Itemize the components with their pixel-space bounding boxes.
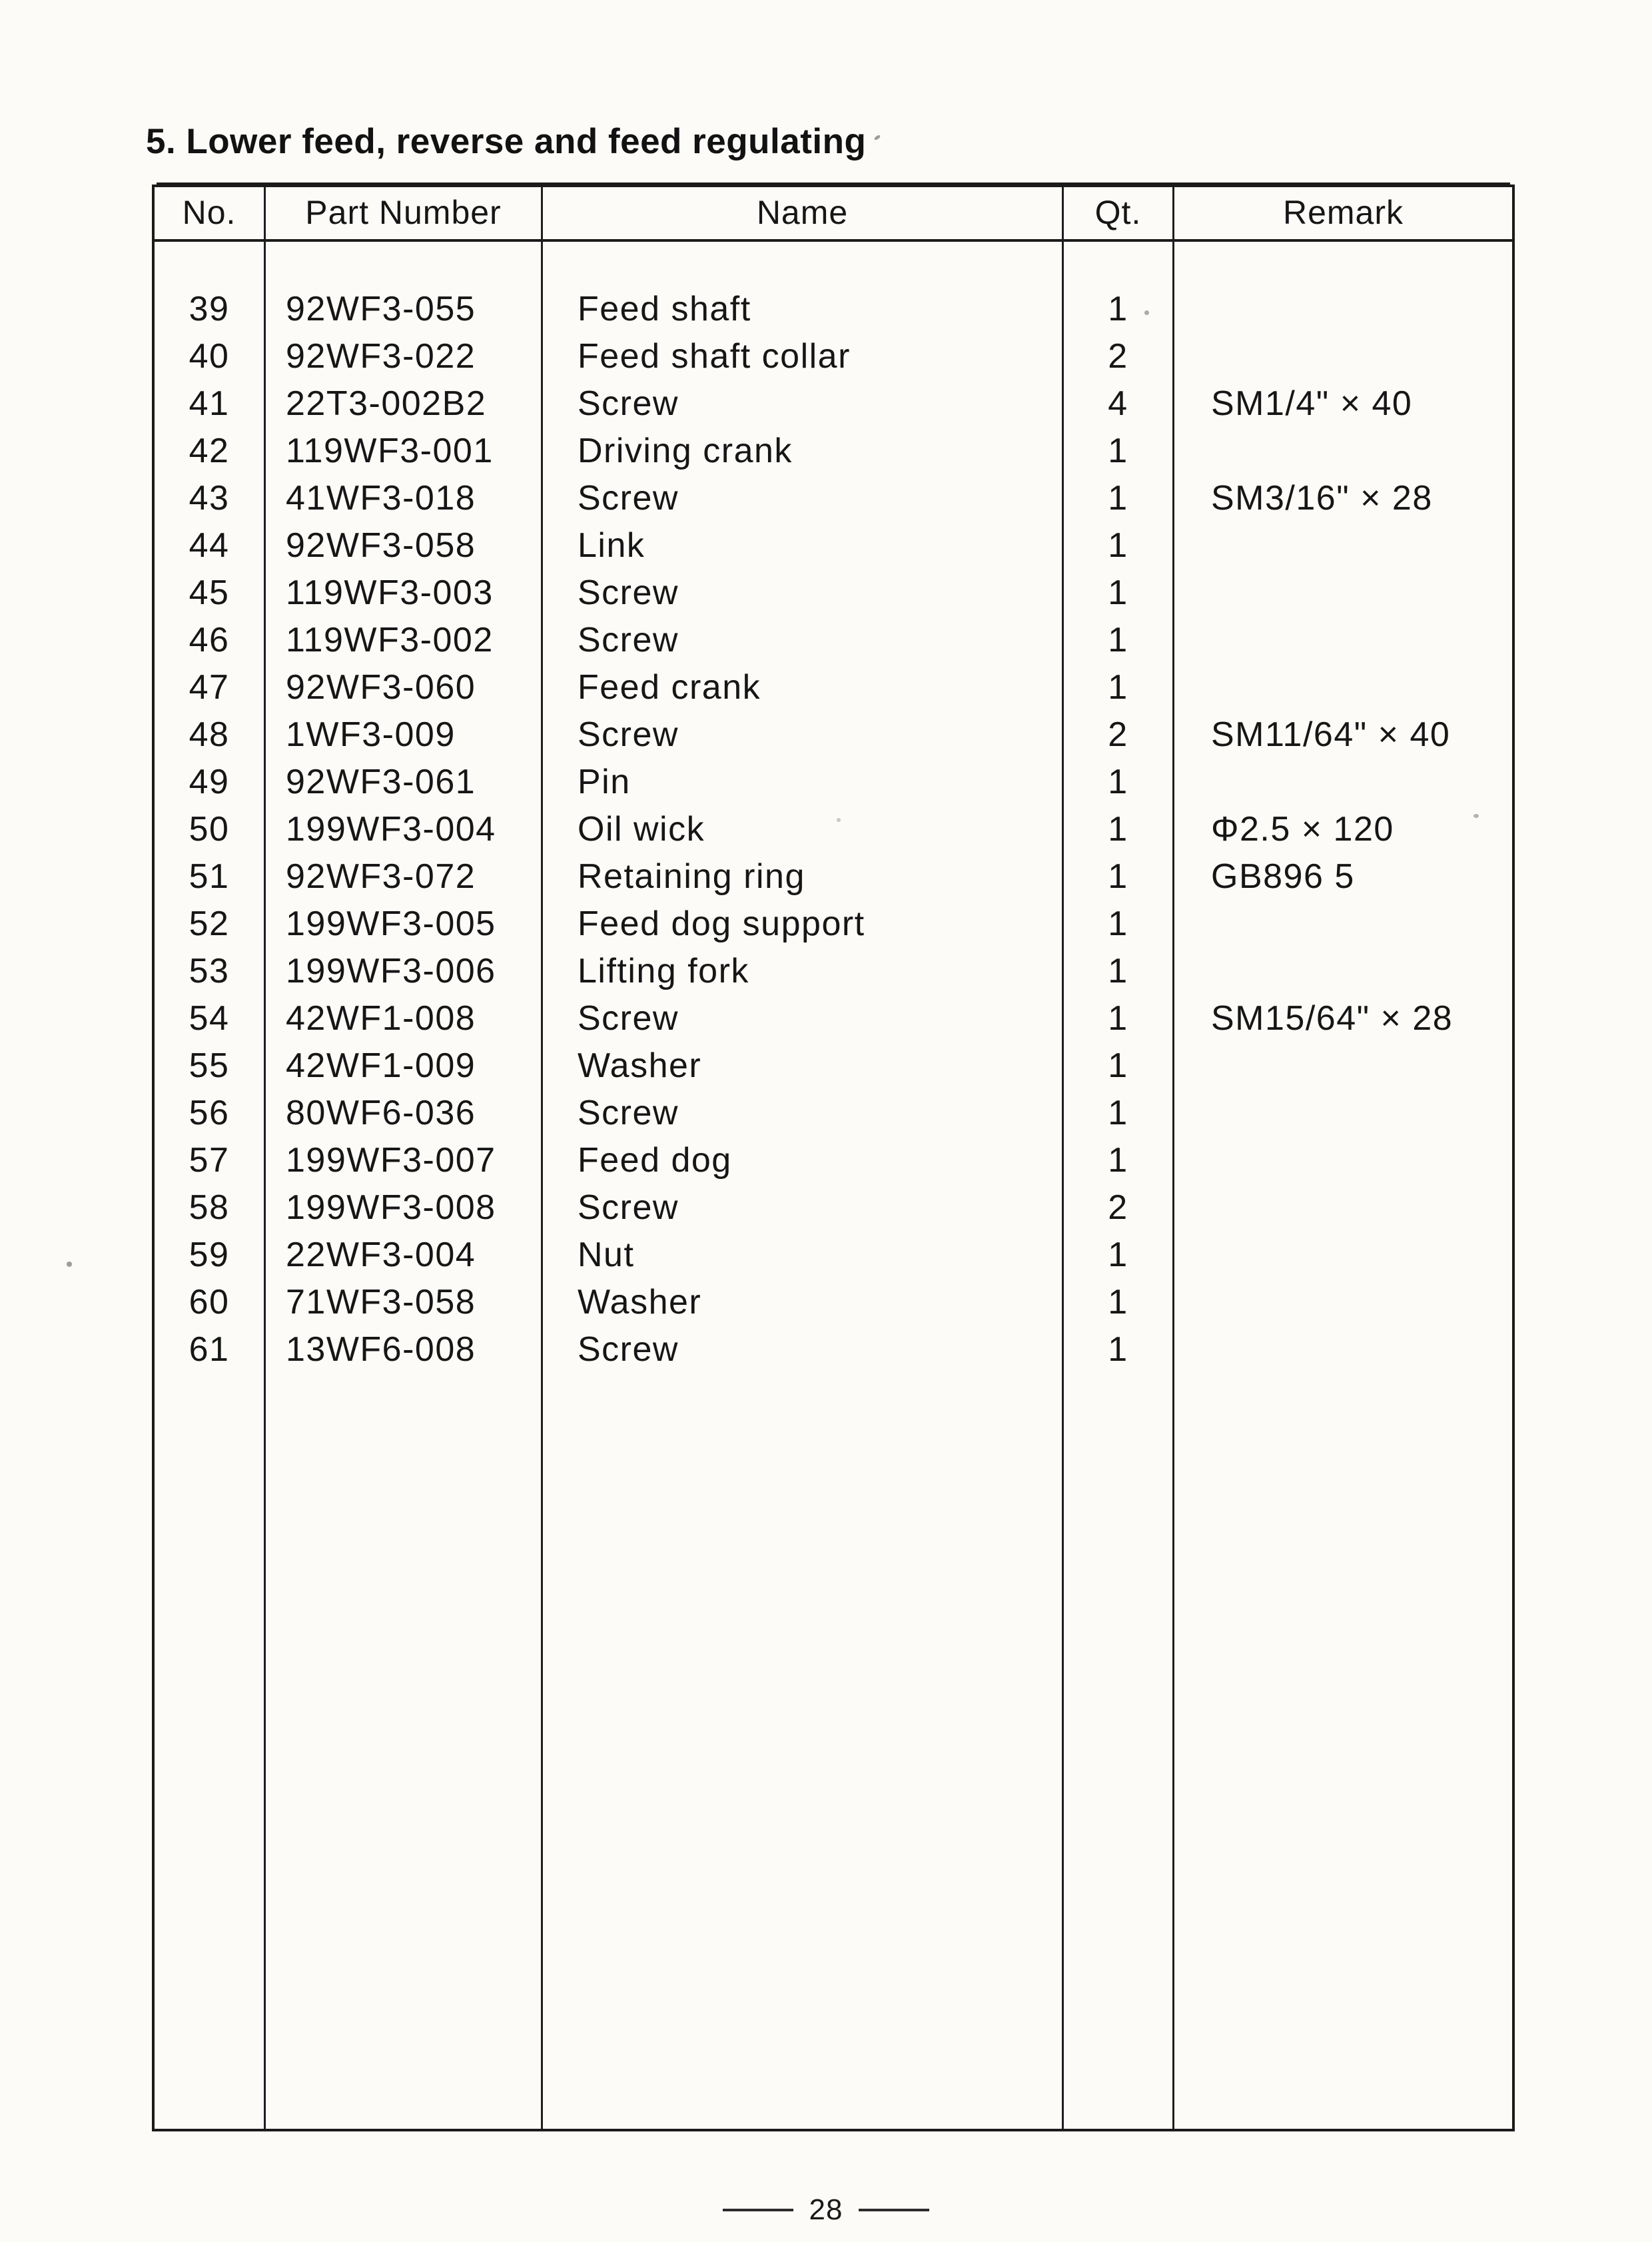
cell-qty: 1	[1064, 1042, 1174, 1090]
cell-qty: 1	[1064, 901, 1174, 948]
cell-qty: 1	[1064, 569, 1174, 617]
page-footer	[0, 2193, 1652, 2227]
cell-remark	[1174, 1279, 1512, 1326]
cell-no: 55	[155, 1042, 266, 1090]
cell-no: 43	[155, 475, 266, 522]
table-header-row	[155, 187, 1512, 242]
cell-name: Oil wick	[543, 806, 1064, 853]
table-row	[155, 569, 1512, 617]
cell-no: 51	[155, 853, 266, 901]
cell-remark	[1174, 1137, 1512, 1184]
cell-part-number: 71WF3-058	[266, 1279, 543, 1326]
cell-name: Pin	[543, 759, 1064, 806]
cell-part-number: 92WF3-055	[266, 286, 543, 333]
spacer-cell	[1064, 242, 1174, 286]
cell-no: 44	[155, 522, 266, 569]
cell-qty: 1	[1064, 1279, 1174, 1326]
table-row	[155, 1137, 1512, 1184]
cell-remark	[1174, 1090, 1512, 1137]
cell-name: Washer	[543, 1279, 1064, 1326]
cell-part-number: 42WF1-009	[266, 1042, 543, 1090]
page-number: 28	[809, 2193, 843, 2226]
cell-qty: 1	[1064, 995, 1174, 1042]
table-row	[155, 1279, 1512, 1326]
spacer-cell	[1174, 242, 1512, 286]
cell-remark: Φ2.5 × 120	[1211, 810, 1394, 849]
cell-qty: 1	[1064, 1137, 1174, 1184]
cell-name: Feed crank	[543, 664, 1064, 711]
cell-part-number: 119WF3-001	[266, 428, 543, 475]
cell-qty: 1	[1064, 522, 1174, 569]
cell-no: 39	[155, 286, 266, 333]
table-row	[155, 333, 1512, 380]
cell-part-number: 22WF3-004	[266, 1232, 543, 1279]
section-title: 5. Lower feed, reverse and feed regulating	[146, 122, 867, 161]
cell-no: 42	[155, 428, 266, 475]
cell-remark	[1174, 948, 1512, 995]
cell-no: 49	[155, 759, 266, 806]
scan-speck	[873, 135, 881, 141]
cell-remark	[1174, 1042, 1512, 1090]
cell-qty: 1	[1064, 617, 1174, 664]
cell-qty: 1	[1064, 806, 1174, 853]
filler-cell	[266, 1373, 543, 2129]
cell-part-number: 92WF3-022	[266, 333, 543, 380]
cell-qty: 2	[1064, 711, 1174, 759]
cell-qty: 1	[1064, 948, 1174, 995]
table-spacer-row	[155, 242, 1512, 286]
cell-qty: 1	[1064, 853, 1174, 901]
parts-table	[152, 185, 1515, 2131]
cell-name: Screw	[543, 1184, 1064, 1232]
table-row	[155, 1326, 1512, 1373]
table-row	[155, 664, 1512, 711]
cell-no: 60	[155, 1279, 266, 1326]
table-row	[155, 617, 1512, 664]
cell-part-number: 22T3-002B2	[266, 380, 543, 428]
cell-qty: 2	[1064, 333, 1174, 380]
scan-speck	[67, 1262, 72, 1267]
cell-name: Feed dog support	[543, 901, 1064, 948]
table-row	[155, 948, 1512, 995]
spacer-cell	[543, 242, 1064, 286]
table-row	[155, 1090, 1512, 1137]
cell-qty: 1	[1064, 664, 1174, 711]
table-row	[155, 475, 1512, 522]
cell-remark	[1174, 1326, 1512, 1373]
cell-part-number: 92WF3-060	[266, 664, 543, 711]
scan-speck	[1473, 814, 1479, 818]
cell-part-number: 80WF6-036	[266, 1090, 543, 1137]
cell-qty: 1	[1064, 1090, 1174, 1137]
cell-remark	[1174, 901, 1512, 948]
cell-no: 45	[155, 569, 266, 617]
cell-name: Screw	[543, 711, 1064, 759]
cell-part-number: 1WF3-009	[266, 711, 543, 759]
cell-no: 59	[155, 1232, 266, 1279]
cell-no: 46	[155, 617, 266, 664]
cell-part-number: 119WF3-002	[266, 617, 543, 664]
col-header-remark: Remark	[1174, 187, 1512, 242]
cell-name: Link	[543, 522, 1064, 569]
cell-part-number: 41WF3-018	[266, 475, 543, 522]
cell-remark: SM15/64" × 28	[1211, 999, 1453, 1038]
cell-part-number: 199WF3-008	[266, 1184, 543, 1232]
cell-remark	[1174, 522, 1512, 569]
cell-remark	[1174, 428, 1512, 475]
cell-no: 40	[155, 333, 266, 380]
table-row	[155, 901, 1512, 948]
cell-no: 41	[155, 380, 266, 428]
cell-remark	[1174, 569, 1512, 617]
cell-qty: 1	[1064, 286, 1174, 333]
cell-part-number: 199WF3-007	[266, 1137, 543, 1184]
col-header-part-number: Part Number	[266, 187, 543, 242]
cell-remark: SM11/64" × 40	[1211, 715, 1451, 754]
cell-qty: 1	[1064, 475, 1174, 522]
table-row	[155, 1184, 1512, 1232]
cell-qty: 1	[1064, 1326, 1174, 1373]
cell-qty: 4	[1064, 380, 1174, 428]
cell-name: Screw	[543, 475, 1064, 522]
cell-remark	[1174, 664, 1512, 711]
cell-name: Screw	[543, 617, 1064, 664]
cell-no: 47	[155, 664, 266, 711]
cell-name: Feed shaft collar	[543, 333, 1064, 380]
table-row	[155, 522, 1512, 569]
cell-remark	[1174, 759, 1512, 806]
table-row	[155, 853, 1512, 901]
cell-qty: 2	[1064, 1184, 1174, 1232]
spacer-cell	[155, 242, 266, 286]
cell-qty: 1	[1064, 759, 1174, 806]
cell-remark: SM1/4" × 40	[1211, 384, 1413, 423]
cell-name: Nut	[543, 1232, 1064, 1279]
cell-name: Screw	[543, 569, 1064, 617]
cell-no: 57	[155, 1137, 266, 1184]
scan-speck	[1144, 310, 1149, 315]
cell-qty: 1	[1064, 428, 1174, 475]
cell-part-number: 199WF3-006	[266, 948, 543, 995]
cell-part-number: 92WF3-058	[266, 522, 543, 569]
table-row	[155, 1042, 1512, 1090]
cell-name: Screw	[543, 1326, 1064, 1373]
cell-no: 48	[155, 711, 266, 759]
table-body	[155, 286, 1512, 1373]
cell-part-number: 199WF3-005	[266, 901, 543, 948]
table-row	[155, 1232, 1512, 1279]
cell-part-number: 119WF3-003	[266, 569, 543, 617]
cell-name: Screw	[543, 995, 1064, 1042]
table-row	[155, 995, 1512, 1042]
col-header-no: No.	[155, 187, 266, 242]
cell-no: 54	[155, 995, 266, 1042]
table-row	[155, 806, 1512, 853]
cell-remark	[1174, 286, 1512, 333]
footer-dash-right	[859, 2209, 929, 2211]
cell-part-number: 92WF3-072	[266, 853, 543, 901]
cell-no: 58	[155, 1184, 266, 1232]
filler-cell	[1064, 1373, 1174, 2129]
cell-part-number: 199WF3-004	[266, 806, 543, 853]
table-row	[155, 380, 1512, 428]
cell-name: Retaining ring	[543, 853, 1064, 901]
cell-name: Washer	[543, 1042, 1064, 1090]
filler-cell	[543, 1373, 1064, 2129]
cell-no: 50	[155, 806, 266, 853]
table-row	[155, 428, 1512, 475]
cell-name: Driving crank	[543, 428, 1064, 475]
cell-no: 53	[155, 948, 266, 995]
table-filler-row	[155, 1373, 1512, 2129]
cell-part-number: 42WF1-008	[266, 995, 543, 1042]
cell-remark	[1174, 1232, 1512, 1279]
cell-no: 56	[155, 1090, 266, 1137]
table-row	[155, 711, 1512, 759]
cell-name: Screw	[543, 1090, 1064, 1137]
filler-cell	[155, 1373, 266, 2129]
col-header-name: Name	[543, 187, 1064, 242]
cell-part-number: 92WF3-061	[266, 759, 543, 806]
cell-remark	[1174, 333, 1512, 380]
cell-qty: 1	[1064, 1232, 1174, 1279]
footer-dash-left	[723, 2209, 793, 2211]
cell-part-number: 13WF6-008	[266, 1326, 543, 1373]
cell-no: 61	[155, 1326, 266, 1373]
cell-name: Lifting fork	[543, 948, 1064, 995]
scan-speck	[837, 818, 841, 822]
spacer-cell	[266, 242, 543, 286]
cell-remark: SM3/16" × 28	[1211, 479, 1433, 518]
cell-remark	[1174, 617, 1512, 664]
table-row	[155, 759, 1512, 806]
cell-name: Feed shaft	[543, 286, 1064, 333]
filler-cell	[1174, 1373, 1512, 2129]
table-row	[155, 286, 1512, 333]
cell-name: Feed dog	[543, 1137, 1064, 1184]
cell-name: Screw	[543, 380, 1064, 428]
cell-remark	[1174, 1184, 1512, 1232]
col-header-qty: Qt.	[1064, 187, 1174, 242]
cell-no: 52	[155, 901, 266, 948]
cell-remark: GB896 5	[1211, 857, 1355, 896]
